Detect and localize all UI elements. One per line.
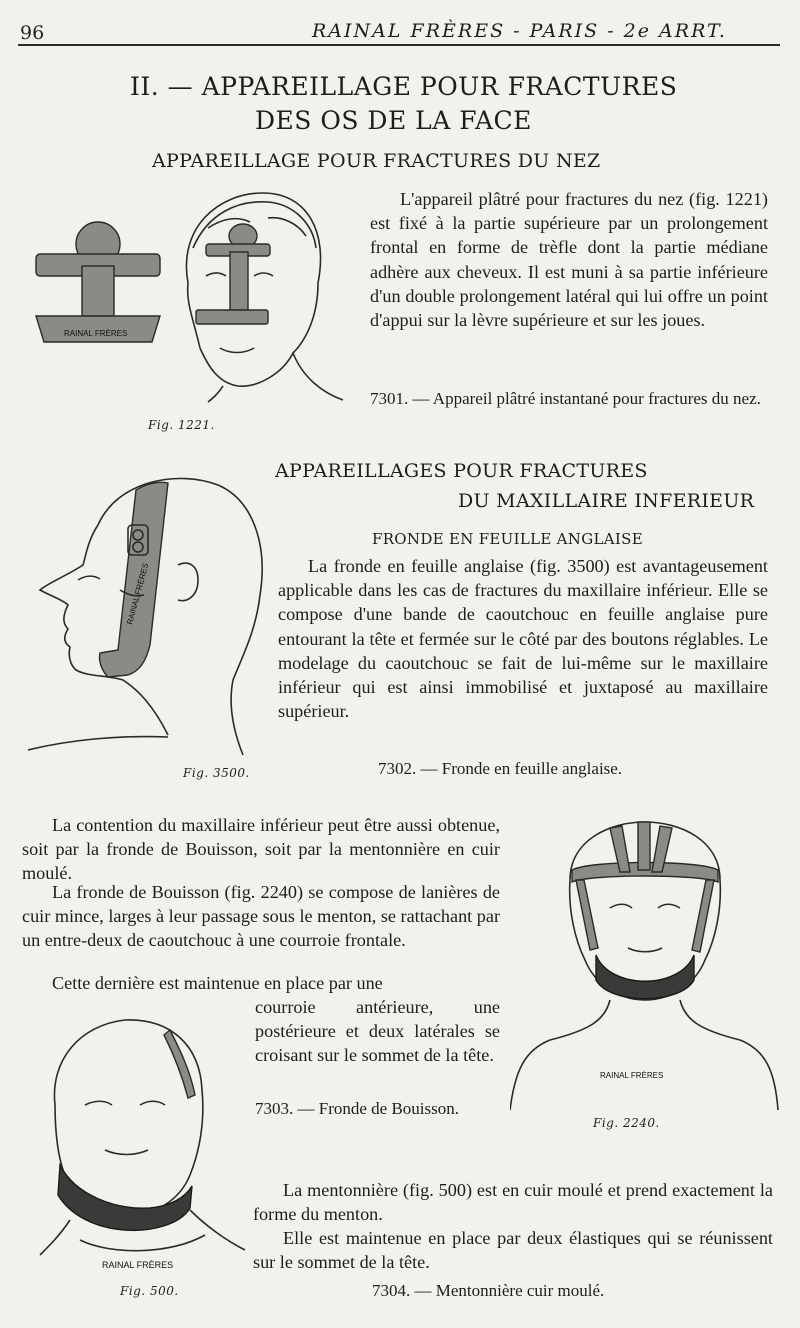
mentonniere-item-text: — Mentonnière cuir moulé. — [414, 1281, 605, 1300]
cette-line: Cette dernière est maintenue en place par une — [52, 973, 383, 993]
mentonniere-collar-marking: RAINAL FRÈRES — [102, 1260, 174, 1270]
mentonniere-item — [372, 1280, 604, 1301]
contention-paragraph: La contention du maxillaire inférieur peut être aussi obtenue, soit par la fronde de Bouisson, soit par la mentonnière en cuir moulé. — [22, 815, 500, 884]
mentonniere-item-number: 7304. — [372, 1281, 411, 1300]
maxillaire-heading-line1: APPAREILLAGES POUR FRACTURES — [275, 460, 648, 482]
nez-paragraph: L'appareil plâtré pour fractures du nez (fig. 1221) est fixé à la partie supérieure par un prolongement frontal en forme de trèfle dont la partie médiane adhère aux cheveux. Il est muni à sa partie inférieure d'un double prolongement latéral qui lui offre un point d'appui sur la lèvre supérieure et sur les joues. — [370, 189, 768, 331]
figure-caption-3500: Fig. 3500. — [183, 766, 250, 780]
fronde-item — [378, 758, 622, 779]
fronde-paragraph: La fronde en feuille anglaise (fig. 3500) est avantageusement applicable dans les cas de fractures du maxillaire inférieur. Elle se compose d'une bande de caoutchouc en feuille anglaise pure entourant la tête et fermée sur le côté par des boutons réglables. Le modelage du caoutchouc se fait de lui-même sur le maxillaire inférieur qui est ainsi immobilisé et juxtaposé au maxillaire supérieur. — [278, 556, 768, 722]
fronde-item-text: — Fronde en feuille anglaise. — [420, 759, 623, 778]
section-title-line2: DES OS DE LA FACE — [255, 106, 532, 135]
section-title-line1: II. — APPAREILLAGE POUR FRACTURES — [130, 72, 678, 101]
header-rule — [18, 44, 780, 46]
nez-heading: APPAREILLAGE POUR FRACTURES DU NEZ — [152, 150, 601, 172]
nez-item-text: — Appareil plâtré instantané pour fractures du nez. — [412, 389, 761, 408]
bouisson-paragraph: La fronde de Bouisson (fig. 2240) se compose de lanières de cuir mince, larges à leur passage sous le menton, se rattachant par un entre-deux de caoutchouc à une courroie frontale. — [22, 882, 500, 951]
fronde-strap-marking: RAINAL FRÈRES — [125, 562, 151, 626]
nose-splint-head-illustration — [168, 188, 348, 403]
nez-item-number: 7301. — [370, 389, 409, 408]
bouisson-item — [255, 1098, 459, 1119]
fronde-heading: FRONDE EN FEUILLE ANGLAISE — [372, 530, 643, 548]
nose-splint-plate-illustration — [28, 210, 168, 350]
fronde-item-number: 7302. — [378, 759, 417, 778]
bouisson-item-text: — Fronde de Bouisson. — [297, 1099, 459, 1118]
maintenue-paragraph: Elle est maintenue en place par deux élastiques qui se réunissent sur le sommet de la tête. — [253, 1228, 773, 1273]
cette-paragraph-rest: courroie antérieure, une postérieure et deux latérales se croisant sur le sommet de la tête. — [255, 997, 500, 1066]
mentonniere-paragraph: La mentonnière (fig. 500) est en cuir moulé et prend exactement la forme du menton. — [253, 1180, 773, 1225]
maxillaire-heading-line2: DU MAXILLAIRE INFERIEUR — [458, 490, 755, 512]
figure-caption-1221: Fig. 1221. — [148, 418, 215, 432]
mentonniere-head-illustration — [30, 1010, 250, 1280]
plate-marking: RAINAL FRÈRES — [64, 329, 128, 338]
bouisson-chest-marking: RAINAL FRÈRES — [600, 1071, 664, 1080]
running-head: RAINAL FRÈRES - PARIS - 2e ARRT. — [312, 20, 727, 42]
figure-caption-500: Fig. 500. — [120, 1284, 179, 1298]
bouisson-item-number: 7303. — [255, 1099, 294, 1118]
fronde-head-illustration — [28, 465, 268, 765]
figure-caption-2240: Fig. 2240. — [593, 1116, 660, 1130]
bouisson-bust-illustration — [510, 820, 780, 1120]
page-number: 96 — [20, 22, 45, 44]
nez-item — [370, 388, 770, 409]
